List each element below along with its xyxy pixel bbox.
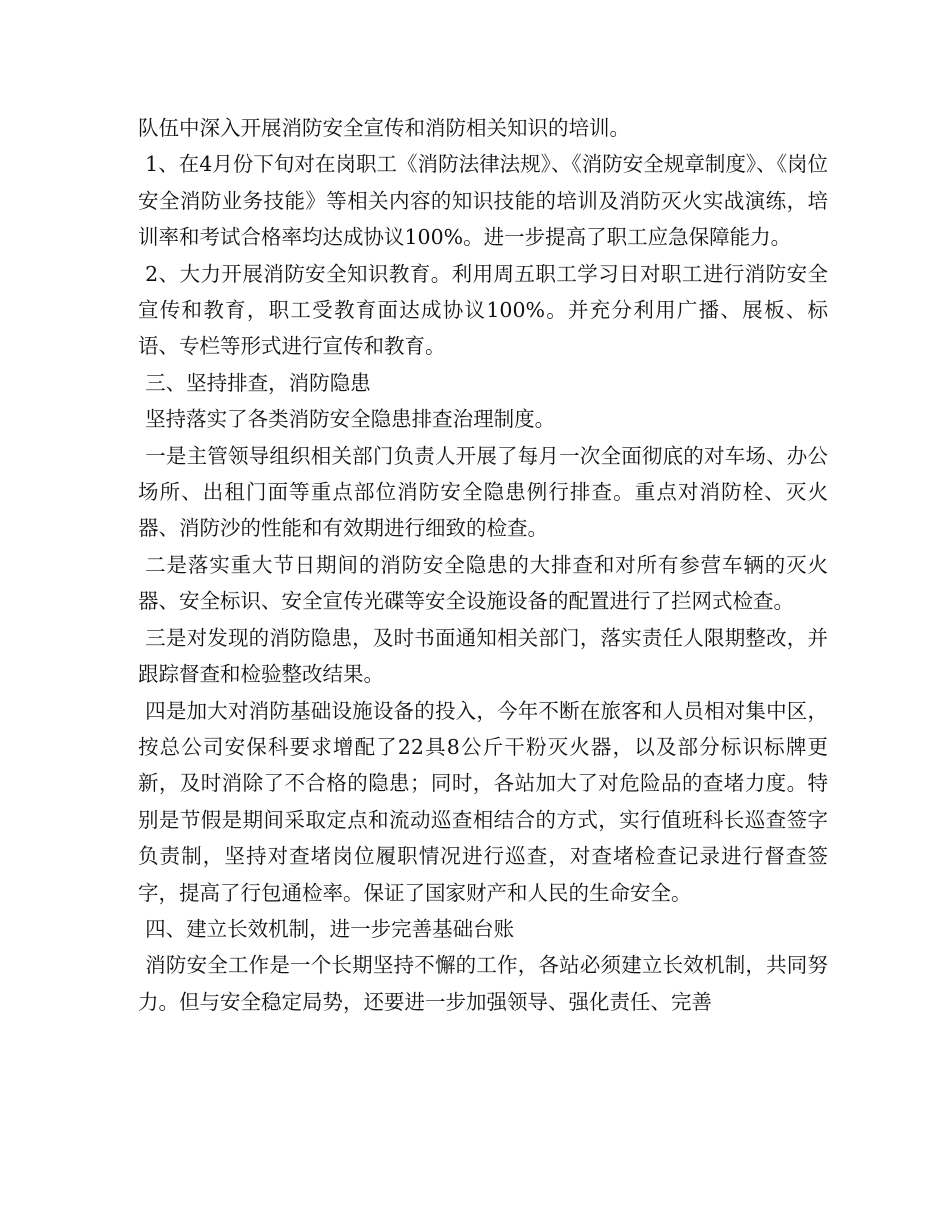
paragraph-3: 2、大力开展消防安全知识教育。利用周五职工学习日对职工进行消防安全宣传和教育，职工受教育面达成协议100%。并充分利用广播、展板、标语、专栏等形式进行宣传和教育。 [138,261,828,359]
paragraph-6: 一是主管领导组织相关部门负责人开展了每月一次全面彻底的对车场、办公场所、出租门面等重点部位消防安全隐患例行排查。重点对消防栓、灭火器、消防沙的性能和有效期进行细致的检查。 [138,443,828,541]
paragraph-11: 消防安全工作是一个长期坚持不懈的工作，各站必须建立长效机制，共同努力。但与安全稳定局势，还要进一步加强领导、强化责任、完善 [138,953,828,1014]
paragraph-2: 1、在4月份下旬对在岗职工《消防法律法规》、《消防安全规章制度》、《岗位安全消防业务技能》等相关内容的知识技能的培训及消防灭火实战演练，培训率和考试合格率均达成协议100%。进一步提高了职工应急保障能力。 [138,152,828,250]
section-heading-4: 四、建立长效机制，进一步完善基础台账 [145,916,515,941]
paragraph-7: 二是落实重大节日期间的消防安全隐患的大排查和对所有参营车辆的灭火器、安全标识、安全宣传光碟等安全设施设备的配置进行了拦网式检查。 [138,552,828,614]
section-heading-3: 三、坚持排查，消防隐患 [145,370,371,395]
document-page [138,110,828,1020]
paragraph-5: 坚持落实了各类消防安全隐患排查治理制度。 [145,407,556,432]
paragraph-1: 队伍中深入开展消防安全宣传和消防相关知识的培训。 [138,116,630,140]
paragraph-9: 四是加大对消防基础设施设备的投入，今年不断在旅客和人员相对集中区，按总公司安保科要求增配了22具8公斤干粉灭火器，以及部分标识标牌更新，及时消除了不合格的隐患；同时，各站加大了对危险品的查堵力度。特别是节假是期间采取定点和流动巡查相结合的方式，实行值班科长巡查签字负责制，坚持对查堵岗位履职情况进行巡查，对查堵检查记录进行督查签字，提高了行包通检率。保证了国家财产和人民的生命安全。 [138,698,828,905]
paragraph-8: 三是对发现的消防隐患，及时书面通知相关部门，落实责任人限期整改，并跟踪督查和检验整改结果。 [138,625,828,687]
